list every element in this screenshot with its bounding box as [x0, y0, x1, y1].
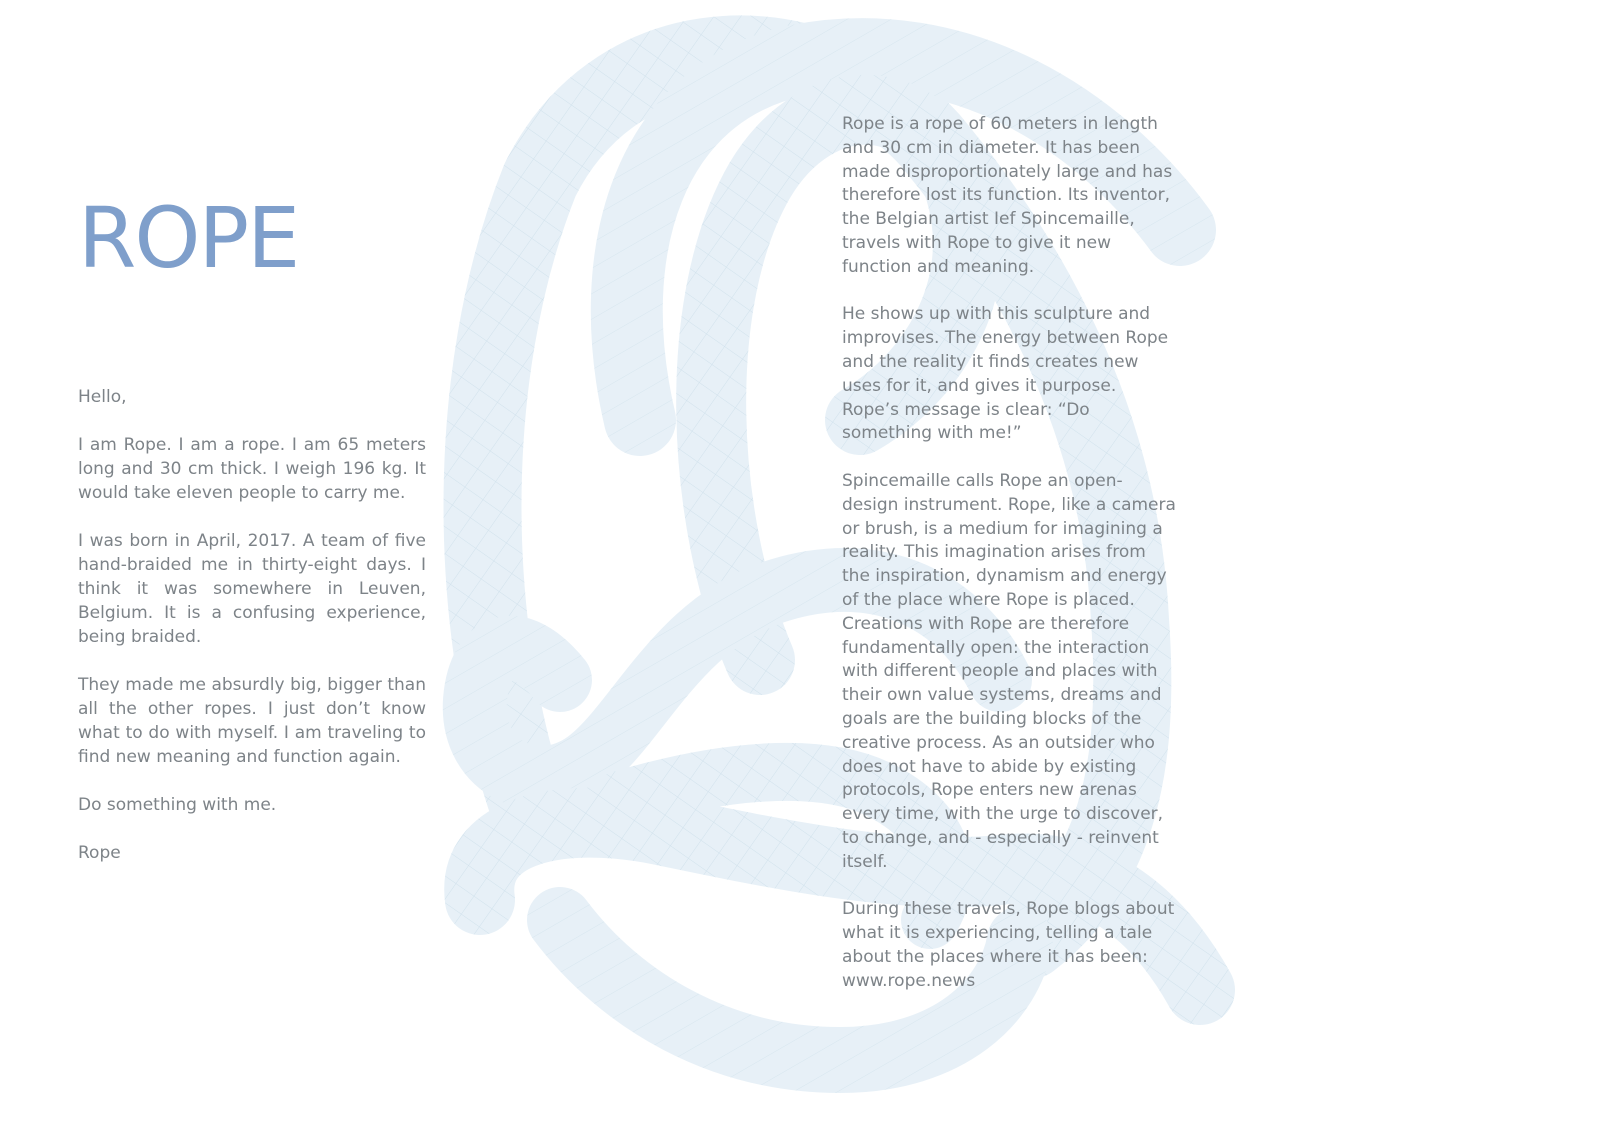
letter-paragraph-4: Do something with me.: [78, 795, 277, 815]
about-paragraph-3: Spincemaille calls Rope an open-design instrument. Rope, like a camera or brush, is a medium for imagining a reality. This imagination arises from the inspiration, dynamism and energy of the place where Rope is placed. Creations with Rope are therefore fundamentally open: the interaction with different people and places with their own value systems, dreams and goals are the building blocks of the creative process. As an outsider who does not have to abide by existing protocols, Rope enters new arenas every time, with the urge to discover, to change, and - especially - reinvent itself.: [842, 470, 1176, 872]
about-paragraph-2: He shows up with this sculpture and improvises. The energy between Rope and the reality it finds creates new uses for it, and gives it purpose. Rope’s message is clear: “Do something with me!”: [842, 304, 1169, 444]
letter-column: [78, 385, 426, 889]
about-paragraph-4: During these travels, Rope blogs about what it is experiencing, telling a tale about the places where it has been: www.rope.news: [842, 899, 1175, 991]
letter-paragraph-1: I am Rope. I am a rope. I am 65 meters long and 30 cm thick. I weigh 196 kg. It would take eleven people to carry me.: [78, 435, 426, 503]
letter-paragraph-3: They made me absurdly big, bigger than all the other ropes. I just don’t know what to do with myself. I am traveling to find new meaning and function again.: [78, 675, 426, 767]
letter-paragraph-2: I was born in April, 2017. A team of five hand-braided me in thirty-eight days. I think it was somewhere in Leuven, Belgium. It is a confusing experience, being braided.: [78, 531, 426, 647]
page-title: ROPE: [78, 189, 299, 287]
letter-greeting: Hello,: [78, 387, 127, 407]
letter-signature: Rope: [78, 843, 121, 863]
about-paragraph-1: Rope is a rope of 60 meters in length and 30 cm in diameter. It has been made disproportionately large and has therefore lost its function. Its inventor, the Belgian artist Ief Spincemaille, travels with Rope to give it new function and meaning.: [842, 114, 1173, 277]
about-column: [842, 113, 1176, 1017]
